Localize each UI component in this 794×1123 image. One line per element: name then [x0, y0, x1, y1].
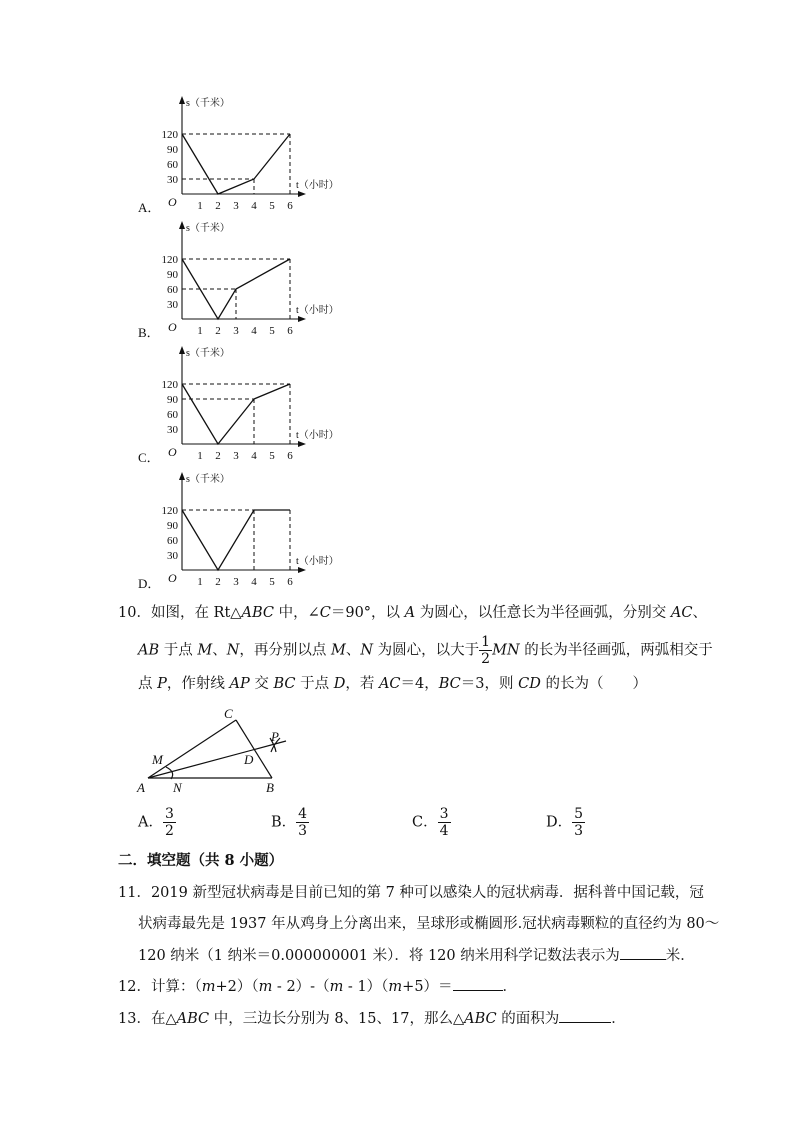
- x-tick-label: 6: [287, 325, 293, 337]
- answer-blank[interactable]: [620, 945, 666, 960]
- y-tick-label: 60: [167, 284, 178, 296]
- y-tick-label: 90: [167, 144, 178, 156]
- label-p: P: [271, 729, 279, 744]
- x-axis-label: t（小时）: [296, 556, 339, 567]
- label-b: B: [266, 780, 274, 795]
- q10-line-2: AB 于点 M、N，再分别以点 M、N 为圆心，以大于 $\frac{1}{2}$ MN 的长为半径画弧，两弧相交于: [138, 634, 713, 667]
- distance-time-graph-c: [130, 342, 350, 467]
- x-axis-arrow: [298, 441, 306, 447]
- x-tick-label: 5: [269, 450, 275, 462]
- y-tick-label: 60: [167, 409, 178, 421]
- label-d: D: [244, 752, 254, 767]
- y-tick-label: 30: [167, 174, 178, 186]
- y-tick-label: 30: [167, 550, 178, 562]
- label-m: M: [152, 752, 163, 767]
- x-tick-label: 6: [287, 576, 293, 588]
- x-tick-label: 2: [215, 576, 221, 588]
- origin-label: O: [168, 445, 177, 459]
- x-tick-label: 3: [233, 200, 239, 212]
- y-tick-label: 90: [167, 520, 178, 532]
- y-axis-arrow: [179, 472, 185, 480]
- x-tick-label: 6: [287, 200, 293, 212]
- y-tick-label: 120: [161, 254, 178, 266]
- x-tick-label: 3: [233, 576, 239, 588]
- q10-option-b[interactable]: B． $\frac{4}{3}$: [271, 806, 308, 839]
- y-tick-label: 60: [167, 159, 178, 171]
- origin-label: O: [168, 571, 177, 585]
- ray-ap: [148, 741, 286, 778]
- y-axis-label: s（千米）: [186, 98, 230, 109]
- label-n: N: [173, 780, 182, 795]
- x-tick-label: 4: [251, 576, 257, 588]
- x-axis-arrow: [298, 567, 306, 573]
- distance-time-line: [182, 510, 290, 570]
- x-tick-label: 5: [269, 576, 275, 588]
- y-axis-arrow: [179, 346, 185, 354]
- graph-option-b: [130, 217, 350, 342]
- q11-line-1: 11．2019 新型冠状病毒是目前已知的第 7 种可以感染人的冠状病毒．据科普中国记载，冠: [118, 885, 704, 901]
- distance-time-graph-b: [130, 217, 350, 342]
- x-tick-label: 6: [287, 450, 293, 462]
- x-tick-label: 4: [251, 200, 257, 212]
- y-axis-arrow: [179, 221, 185, 229]
- q13-line: 13．在△ABC 中，三边长分别为 8、15、17，那么△ABC 的面积为 ．: [118, 1008, 626, 1029]
- x-tick-label: 2: [215, 325, 221, 337]
- q10-line-1: 10．如图，在 Rt△ABC 中，∠C＝90°，以 A 为圆心，以任意长为半径画弧，分别交 AC、: [118, 605, 707, 621]
- y-tick-label: 30: [167, 424, 178, 436]
- x-tick-label: 4: [251, 325, 257, 337]
- one-half-fraction: $\frac{1}{2}$: [481, 634, 491, 667]
- graph-option-c: [130, 342, 350, 467]
- x-tick-label: 5: [269, 325, 275, 337]
- y-tick-label: 120: [161, 129, 178, 141]
- y-axis-label: s（千米）: [186, 474, 230, 485]
- y-tick-label: 90: [167, 394, 178, 406]
- y-tick-label: 60: [167, 535, 178, 547]
- x-tick-label: 2: [215, 200, 221, 212]
- origin-label: O: [168, 195, 177, 209]
- label-a: A: [137, 780, 145, 795]
- y-tick-label: 120: [161, 505, 178, 517]
- graph-option-d: [130, 468, 350, 593]
- q11-line-3: 120 纳米（1 纳米＝0.000000001 米）．将 120 纳米用科学记数法表示为 米．: [138, 945, 695, 966]
- x-axis-arrow: [298, 316, 306, 322]
- x-tick-label: 3: [233, 325, 239, 337]
- x-tick-label: 1: [197, 576, 203, 588]
- option-letter: D．: [138, 576, 161, 591]
- x-axis-label: t（小时）: [296, 305, 339, 316]
- y-tick-label: 120: [161, 379, 178, 391]
- y-axis-label: s（千米）: [186, 223, 230, 234]
- x-tick-label: 1: [197, 200, 203, 212]
- y-tick-label: 90: [167, 269, 178, 281]
- distance-time-line: [182, 384, 290, 444]
- label-c: C: [224, 706, 233, 721]
- q10-line-3: 点 P，作射线 AP 交 BC 于点 D，若 AC＝4，BC＝3，则 CD 的长为（ ）: [138, 676, 647, 692]
- q12-line: 12．计算：（m+2）（m - 2）-（m - 1）（m+5）＝ ．: [118, 976, 517, 997]
- triangle-figure: [130, 700, 300, 798]
- distance-time-line: [182, 134, 290, 194]
- x-axis-label: t（小时）: [296, 180, 339, 191]
- x-tick-label: 5: [269, 200, 275, 212]
- x-tick-label: 3: [233, 450, 239, 462]
- y-tick-label: 30: [167, 299, 178, 311]
- x-tick-label: 2: [215, 450, 221, 462]
- triangle-diagram: [130, 700, 300, 798]
- q10-option-a[interactable]: A． $\frac{3}{2}$: [138, 806, 174, 839]
- x-axis-arrow: [298, 191, 306, 197]
- x-axis-label: t（小时）: [296, 430, 339, 441]
- side-ac: [148, 720, 236, 778]
- q11-line-2: 状病毒最先是 1937 年从鸡身上分离出来，呈球形或椭圆形.冠状病毒颗粒的直径约为 80～: [138, 916, 720, 932]
- distance-time-graph-d: [130, 468, 350, 593]
- q10-option-d[interactable]: D． $\frac{5}{3}$: [546, 806, 584, 839]
- graph-option-a: [130, 92, 350, 217]
- option-letter: B．: [138, 325, 160, 340]
- origin-label: O: [168, 320, 177, 334]
- answer-blank[interactable]: [559, 1008, 611, 1023]
- x-tick-label: 1: [197, 450, 203, 462]
- y-axis-label: s（千米）: [186, 348, 230, 359]
- section-title-fill-in: 二．填空题（共 8 小题）: [118, 852, 284, 869]
- x-tick-label: 1: [197, 325, 203, 337]
- distance-time-graph-a: [130, 92, 350, 217]
- option-letter: A．: [138, 200, 161, 215]
- q10-option-c[interactable]: C． $\frac{3}{4}$: [412, 806, 449, 839]
- answer-blank[interactable]: [453, 976, 503, 991]
- option-letter: C．: [138, 450, 160, 465]
- x-tick-label: 4: [251, 450, 257, 462]
- y-axis-arrow: [179, 96, 185, 104]
